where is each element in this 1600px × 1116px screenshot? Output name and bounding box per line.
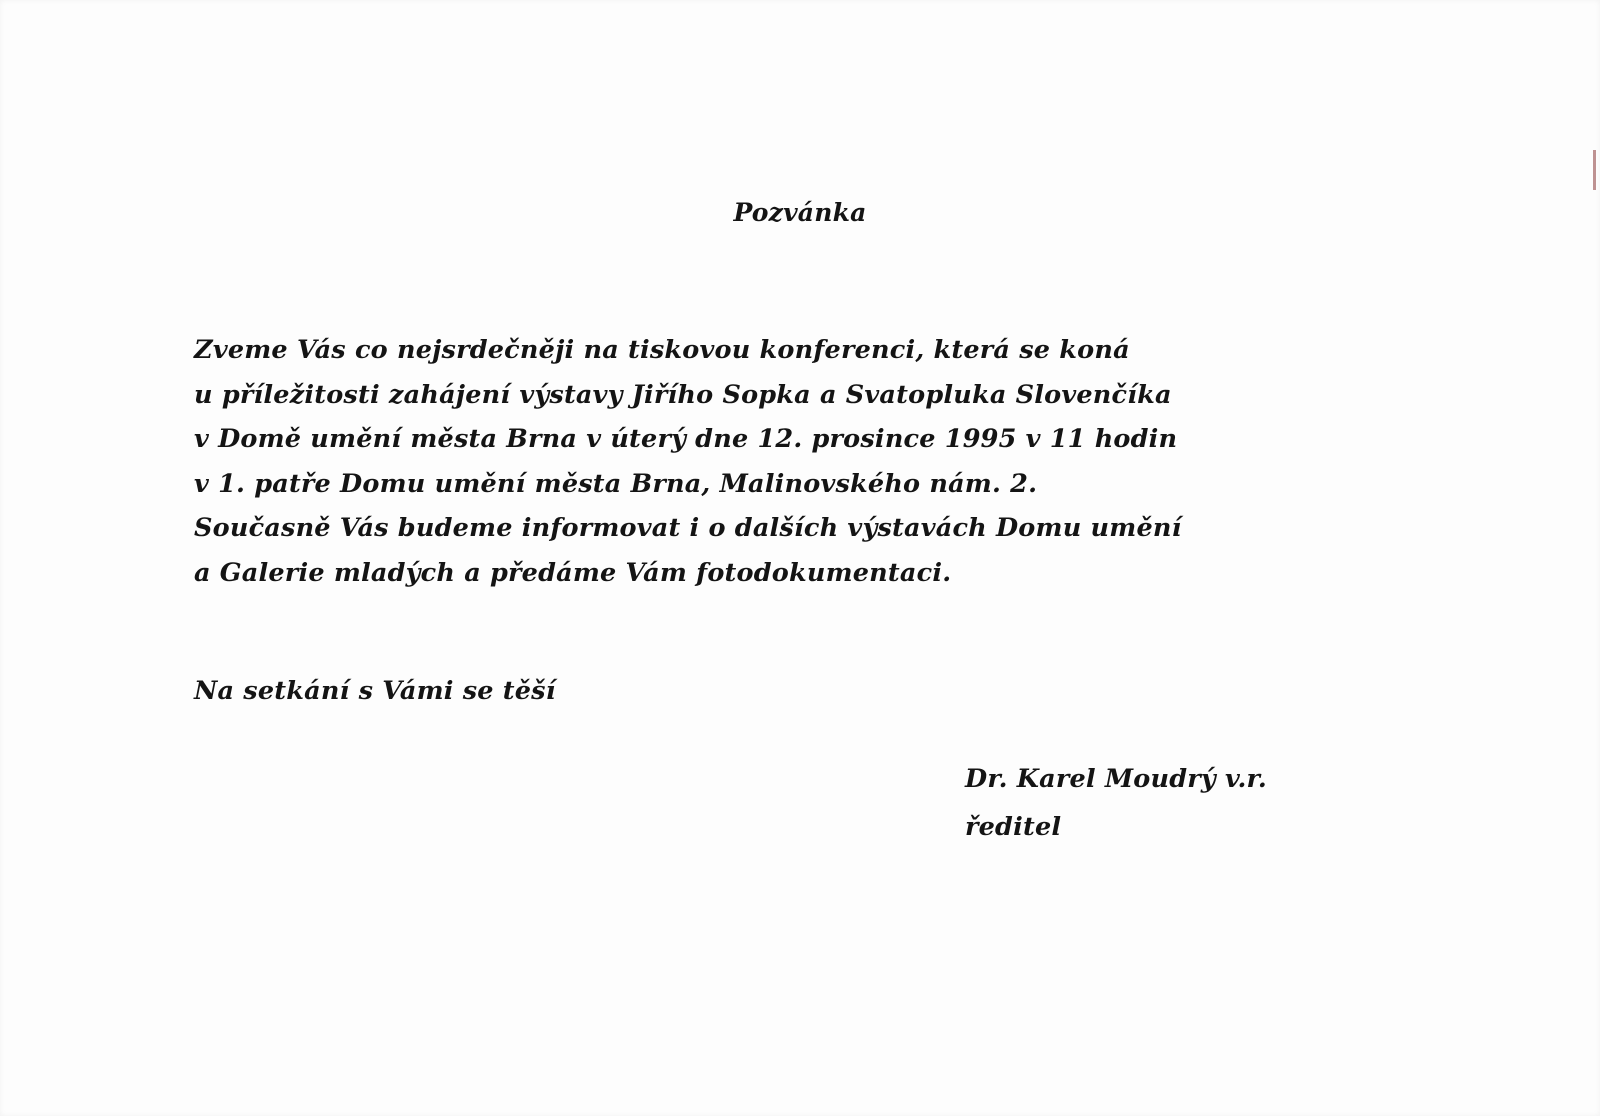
signatory-role: ředitel bbox=[965, 812, 1062, 842]
document-title: Pozvánka bbox=[733, 198, 867, 227]
body-line: a Galerie mladých a předáme Vám fotodokumentaci. bbox=[194, 557, 952, 588]
body-line: v Domě umění města Brna v úterý dne 12. prosince 1995 v 11 hodin bbox=[194, 424, 1178, 454]
signatory-name: Dr. Karel Moudrý v.r. bbox=[965, 764, 1267, 794]
body-line: Zveme Vás co nejsrdečněji na tiskovou konferenci, která se koná bbox=[194, 335, 1130, 365]
invitation-body bbox=[194, 328, 1182, 595]
body-line: u příležitosti zahájení výstavy Jiřího Sopka a Svatopluka Slovenčíka bbox=[194, 379, 1172, 410]
body-line: Současně Vás budeme informovat i o dalších výstavách Domu umění bbox=[194, 513, 1182, 543]
body-line: v 1. patře Domu umění města Brna, Malinovského nám. 2. bbox=[194, 468, 1038, 499]
closing-phrase: Na setkání s Vámi se těší bbox=[194, 676, 556, 706]
paper-edge-mark bbox=[1593, 150, 1596, 190]
